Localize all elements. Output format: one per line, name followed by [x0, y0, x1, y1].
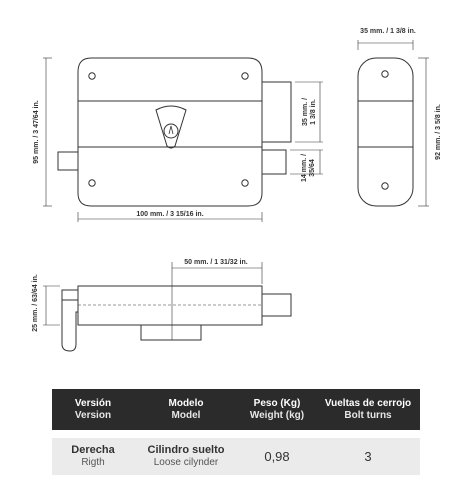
header-version-sub: Version: [74, 409, 112, 421]
header-version: [52, 389, 134, 430]
header-model-main: Modelo: [168, 397, 204, 409]
side-screw-hole-top: [382, 71, 388, 77]
top-depth-label: 50 mm. / 1 31/32 in.: [184, 259, 248, 266]
side-view: [358, 58, 413, 206]
header-weight-main: Peso (Kg): [253, 397, 301, 409]
spec-gap-cell: [52, 430, 420, 438]
bolt-height-label-a: 35 mm. /: [302, 97, 309, 127]
side-body-outline: [358, 58, 413, 206]
screw-hole-bottom-right: [242, 180, 248, 186]
screw-hole-bottom-left: [89, 180, 95, 186]
lock-body-outline: [78, 58, 262, 206]
cell-weight: [238, 438, 316, 475]
screw-hole-top-left: [89, 73, 95, 79]
header-weight-sub: Weight (kg): [249, 409, 305, 421]
top-view: [62, 286, 291, 351]
cell-model: [134, 438, 238, 475]
front-height-label: 95 mm. / 3 47/64 in.: [33, 100, 40, 164]
bolt-height-label-b: 1 3/8 in.: [310, 99, 317, 125]
screw-hole-top-right: [242, 73, 248, 79]
spec-gap-row: [52, 430, 420, 438]
cell-model-sub: Loose cilynder: [153, 457, 219, 468]
latch-bolt: [262, 150, 286, 174]
latch-height-label-a: 14 mm. /: [301, 153, 308, 183]
spec-data-row: [52, 438, 420, 475]
top-body-outline: [78, 286, 262, 325]
side-screw-hole-bottom: [382, 183, 388, 189]
front-width-label: 100 mm. / 3 15/16 in.: [136, 211, 204, 218]
top-height-label: 25 mm. / 63/64 in.: [32, 274, 39, 332]
header-model: [134, 389, 238, 430]
cell-version-sub: Rigth: [81, 457, 105, 468]
header-bolt-turns: [316, 389, 420, 430]
latch-height-label-b: 35/64: [309, 159, 316, 177]
spec-header-row: [52, 389, 420, 430]
header-bolt-turns-main: Vueltas de cerrojo: [324, 397, 412, 409]
side-dimensions: [358, 40, 429, 206]
left-latch-tab: [58, 152, 78, 170]
cell-bolt-turns: [316, 438, 420, 475]
top-deadbolt: [262, 294, 291, 316]
top-latch-hook: [62, 290, 78, 351]
keyhole-icon: [169, 126, 173, 134]
front-dimensions: [43, 58, 323, 222]
side-height-label: 92 mm. / 3 5/8 in.: [435, 104, 442, 160]
header-bolt-turns-sub: Bolt turns: [344, 409, 392, 421]
cell-weight-value: 0,98: [264, 448, 290, 464]
header-weight: [238, 389, 316, 430]
front-view: [58, 58, 291, 206]
top-cylinder-stub: [141, 325, 201, 340]
spec-table: [52, 389, 420, 475]
side-width-label: 35 mm. / 1 3/8 in.: [360, 28, 416, 35]
cell-version-main: Derecha: [71, 444, 115, 456]
cell-version: [52, 438, 134, 475]
header-model-sub: Model: [171, 409, 201, 421]
deadbolt: [262, 82, 291, 142]
cell-bolt-turns-value: 3: [364, 448, 372, 464]
header-version-main: Versión: [74, 397, 112, 409]
cell-model-main: Cilindro suelto: [147, 444, 225, 456]
